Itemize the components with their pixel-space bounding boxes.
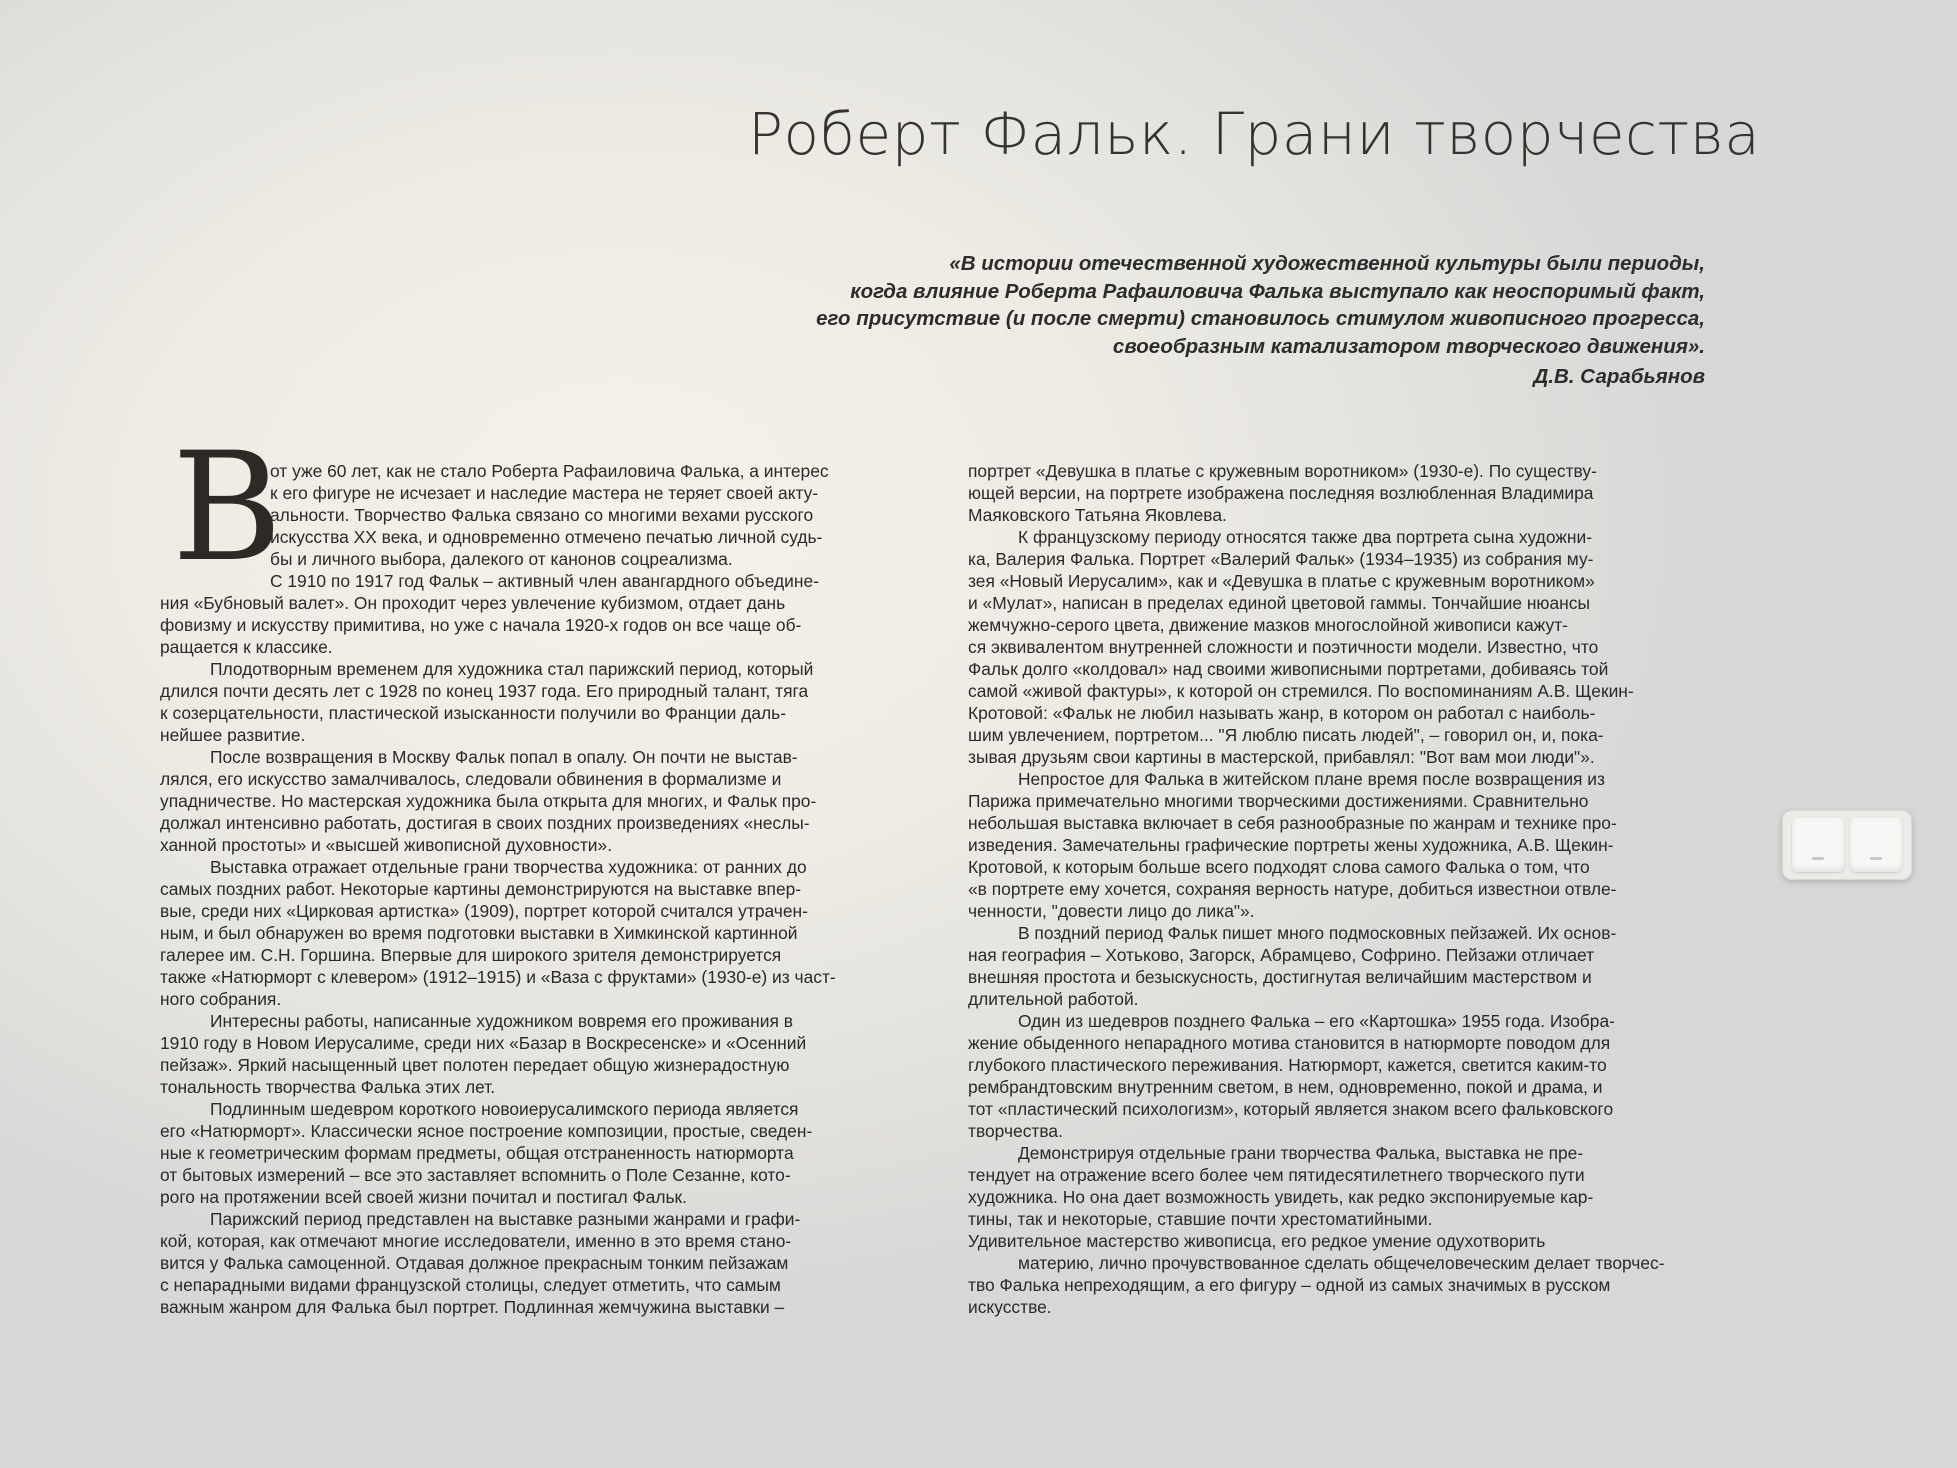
text-line: ного собрания. [160,989,282,1009]
text-line: Плодотворным временем для художника стал парижский период, который [210,659,814,679]
text-line: С 1910 по 1917 год Фальк – активный член авангардного объедине- [270,571,819,591]
left-text-column [160,460,890,1318]
text-line: вится у Фалька самоценной. Отдавая должное прекрасным тонким пейзажам [160,1253,789,1273]
text-line: Кротовой: «Фальк не любил называть жанр, в котором он работал с наиболь- [968,703,1596,723]
text-line: К французскому периоду относятся также два портрета сына художни- [1018,527,1593,547]
text-line: альности. Творчество Фалька связано со многими вехами русского [270,505,814,525]
text-line: к созерцательности, пластической изысканности получили во Франции даль- [160,703,787,723]
text-line: пейзаж». Яркий насыщенный цвет полотен передает общую жизнерадостную [160,1055,790,1075]
text-line: жемчужно-серого цвета, движение мазков многослойной живописи кажут- [968,615,1568,635]
text-line: рембрандтовским внутренним светом, в нем, одновременно, покой и драма, и [968,1077,1603,1097]
text-line: упадничестве. Но мастерская художника была открыта для многих, и Фальк про- [160,791,817,811]
text-line: зывая друзьям свои картины в мастерской, прибавлял: "Вот вам мои люди"». [968,747,1595,767]
text-line: к его фигуре не исчезает и наследие мастера не теряет своей акту- [270,483,819,503]
text-line: В поздний период Фальк пишет много подмосковных пейзажей. Их основ- [1018,923,1617,943]
text-line: самой «живой фактуры», к которой он стремился. По воспоминаниям А.В. Щекин- [968,681,1634,701]
epigraph-quote [705,250,1705,391]
text-line: тины, так и некоторые, ставшие почти хрестоматийными. [968,1209,1433,1229]
text-line: тво Фалька непреходящим, а его фигуру – одной из самых значимых в русском [968,1275,1611,1295]
text-line: самых поздних работ. Некоторые картины демонстрируются на выставке впер- [160,879,802,899]
text-line: «в портрете ему хочется, сохраняя верность натуре, добиться известнои отвле- [968,879,1617,899]
text-line: ная география – Хотьково, Загорск, Абрамцево, Софрино. Пейзажи отличает [968,945,1595,965]
text-line: Парижа примечательно многими творческими достижениями. Сравнительно [968,791,1589,811]
text-line: длительной работой. [968,989,1139,1009]
text-line: ным, и был обнаружен во время подготовки выставки в Химкинской картинной [160,923,798,943]
text-line: ка, Валерия Фалька. Портрет «Валерий Фальк» (1934–1935) из собрания му- [968,549,1594,569]
text-line: с непарадными видами французской столицы, следует отметить, что самым [160,1275,781,1295]
right-text-column [968,460,1713,1318]
text-line: небольшая выставка включает в себя разнообразные по жанрам и технике про- [968,813,1617,833]
text-line: зея «Новый Иерусалим», как и «Девушка в платье с кружевным воротником» [968,571,1595,591]
text-line: вые, среди них «Цирковая артистка» (1909), портрет которой считался утрачен- [160,901,808,921]
text-line: шим увлечением, портретом... "Я люблю писать людей", – говорил он, и, пока- [968,725,1604,745]
text-line: Один из шедевров позднего Фалька – его «Картошка» 1955 года. Изобра- [1018,1011,1615,1031]
text-line: тональность творчества Фалька этих лет. [160,1077,496,1097]
text-line: изведения. Замечательны графические портреты жены художника, А.В. Щекин- [968,835,1614,855]
text-line: искусстве. [968,1297,1052,1317]
text-line: Кротовой, к которым больше всего подходят слова самого Фалька о том, что [968,857,1590,877]
text-line: фовизму и искусству примитива, но уже с начала 1920-х годов он все чаще об- [160,615,802,635]
text-line: его «Натюрморт». Классически ясное построение композиции, простые, сведен- [160,1121,813,1141]
text-line: нейшее развитие. [160,725,306,745]
text-line: Удивительное мастерство живописца, его редкое умение одухотворить [968,1231,1546,1251]
text-line: ращается к классике. [160,637,333,657]
text-line: Маяковского Татьяна Яковлева. [968,505,1227,525]
text-line: глубокого пластического переживания. Натюрморт, кажется, светится каким-то [968,1055,1607,1075]
epigraph-author: Д.В. Сарабьянов [1533,365,1705,388]
page-title: Роберт Фальк. Грани творчества [748,100,1761,168]
drop-cap: В [172,421,283,595]
text-line: После возвращения в Москву Фальк попал в опалу. Он почти не выстав- [210,747,798,767]
text-line: Парижский период представлен на выставке разными жанрами и графи- [210,1209,801,1229]
text-line: ханной простоты» и «высшей живописной духовности». [160,835,613,855]
text-line: Интересны работы, написанные художником вовремя его проживания в [210,1011,793,1031]
text-line: 1910 году в Новом Иерусалиме, среди них «Базар в Воскресенске» и «Осенний [160,1033,807,1053]
epigraph-line: его присутствие (и после смерти) становилось стимулом живописного прогресса, [816,307,1705,330]
text-line: должал интенсивно работать, достигая в своих поздних произведениях «неслы- [160,813,810,833]
text-line: Фальк долго «колдовал» над своими живописными портретами, добиваясь той [968,659,1609,679]
text-line: ные к геометрическим формам предметы, общая отстраненность натюрморта [160,1143,794,1163]
epigraph-line: своеобразным катализатором творческого движения». [1112,334,1705,358]
text-line: искусства XX века, и одновременно отмечено печатью личной судь- [270,527,823,547]
text-line: ния «Бубновый валет». Он проходит через увлечение кубизмом, отдает дань [160,593,786,613]
text-line: портрет «Девушка в платье с кружевным воротником» (1930-е). По существу- [968,461,1597,481]
text-line: Выставка отражает отдельные грани творчества художника: от ранних до [210,857,807,877]
text-line: творчества. [968,1121,1063,1141]
text-line: от бытовых измерений – все это заставляет вспомнить о Поле Сезанне, кото- [160,1165,791,1185]
text-line: важным жанром для Фалька был портрет. Подлинная жемчужина выставки – [160,1297,785,1317]
text-line: Подлинным шедевром короткого новоиерусалимского периода является [210,1099,799,1119]
text-line: жение обыденного непарадного мотива становится в натюрморте поводом для [968,1033,1611,1053]
text-line: ченности, "довести лицо до лика"». [968,901,1255,921]
text-line: от уже 60 лет, как не стало Роберта Рафаиловича Фалька, а интерес [270,461,829,481]
text-line: художника. Но она дает возможность увидеть, как редко экспонируемые кар- [968,1187,1594,1207]
text-line: внешняя простота и безыскусность, достигнутая величайшим мастерством и [968,967,1592,987]
text-line: ющей версии, на портрете изображена последняя возлюбленная Владимира [968,483,1594,503]
text-line: Демонстрируя отдельные грани творчества Фалька, выставка не пре- [1018,1143,1584,1163]
switch-key-left [1792,818,1844,872]
switch-key-right [1850,818,1902,872]
text-line: лялся, его искусство замалчивалось, следовали обвинения в формализме и [160,769,782,789]
text-line: материю, лично прочувствованное сделать общечеловеческим делает творчес- [1018,1253,1665,1273]
epigraph-line: «В истории отечественной художественной культуры были периоды, [949,252,1705,275]
text-line: тендует на отражение всего более чем пятидесятилетнего творческого пути [968,1165,1585,1185]
text-line: бы и личного выбора, далекого от канонов соцреализма. [270,549,733,569]
text-line: ся эквивалентом внутренней сложности и поэтичности модели. Известно, что [968,637,1599,657]
light-switch [1782,810,1912,880]
text-line: тот «пластический психологизм», который является знаком всего фальковского [968,1099,1614,1119]
text-line: кой, которая, как отмечают многие исследователи, именно в это время стано- [160,1231,792,1251]
text-line: также «Натюрморт с клевером» (1912–1915) и «Ваза с фруктами» (1930-е) из част- [160,967,836,987]
text-line: длился почти десять лет с 1928 по конец 1937 года. Его природный талант, тяга [160,681,809,701]
epigraph-line: когда влияние Роберта Рафаиловича Фалька выступало как неоспоримый факт, [850,279,1705,303]
text-line: галерее им. С.Н. Горшина. Впервые для широкого зрителя демонстрируется [160,945,782,965]
text-line: Непростое для Фалька в житейском плане время после возвращения из [1018,769,1605,789]
text-line: рого на протяжении всей своей жизни почитал и постигал Фальк. [160,1187,687,1207]
text-line: и «Мулат», написан в пределах единой цветовой гаммы. Тончайшие нюансы [968,593,1590,613]
